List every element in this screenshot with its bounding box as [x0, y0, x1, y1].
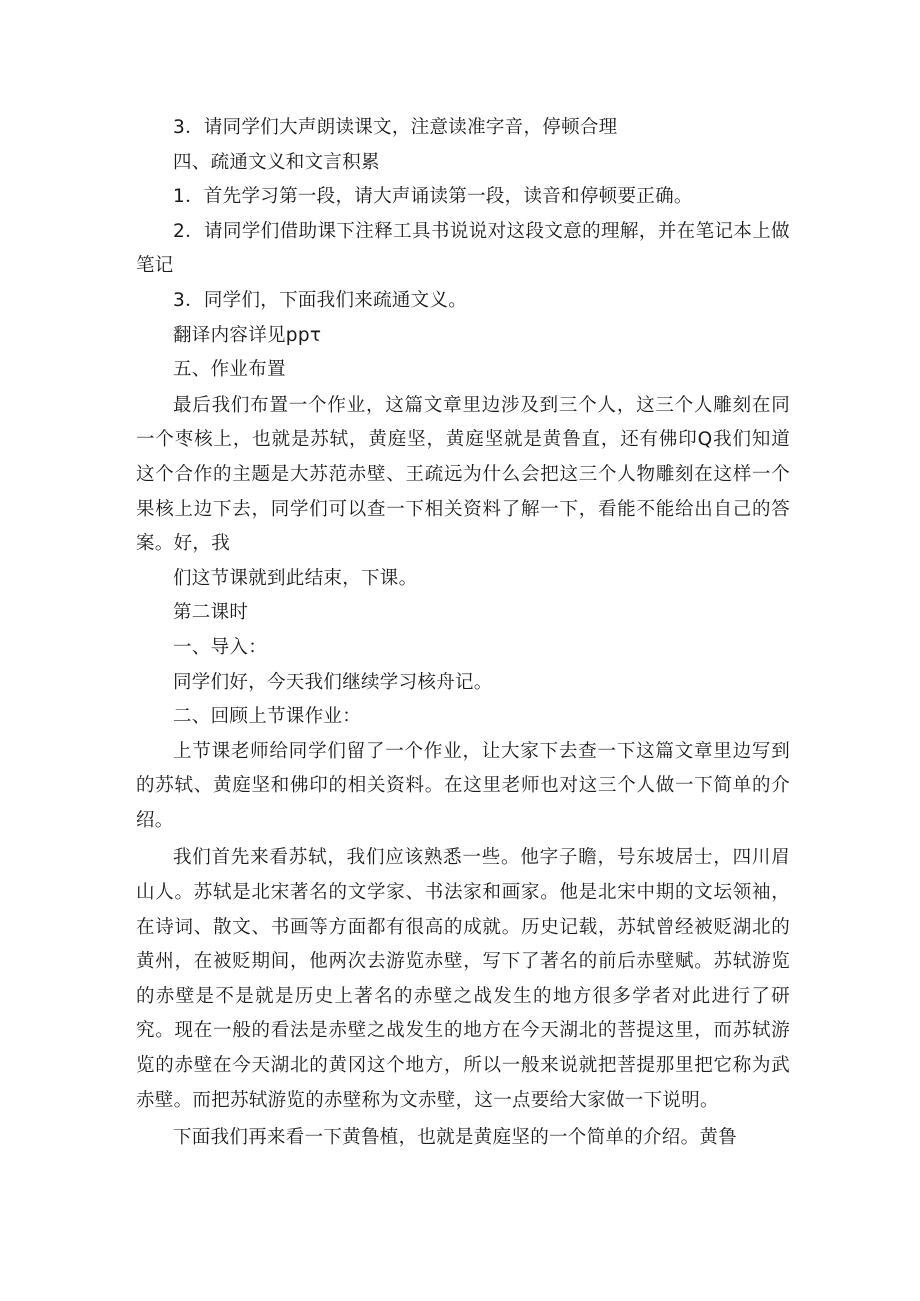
paragraph-translation-reference: 翻译内容详见ppτ — [173, 324, 322, 346]
section-heading-review: 二、回顾上节课作业： — [173, 706, 362, 728]
section-heading-homework: 五、作业布置 — [173, 359, 286, 381]
paragraph-translation-intro: 3．同学们，下面我们来疏通文义。 — [173, 289, 468, 311]
paragraph-su-shi-intro: 我们首先来看苏轼，我们应该熟悉一些。他字子瞻，号东坡居士，四川眉山人。苏轼是北宋著名的文学家、书法家和画家。他是北宋中期的文坛领袖，在诗词、散文、书画等方面都有很高的成就。历史记载，苏轼曾经被贬湖北的黄州，在被贬期间，他两次去游览赤壁，写下了著名的前后赤壁赋。苏轼游览的赤壁是不是就是历史上著名的赤壁之战发生的地方很多学者对此进行了研究。现在一般的看法是赤壁之战发生的地方在今天湖北的菩提这里，而苏轼游览的赤壁在今天湖北的黄冈这个地方，所以一般来说就把菩提那里把它称为武赤壁。而把苏轼游览的赤壁称为文赤壁，这一点要给大家做一下说明。 — [136, 847, 790, 1111]
paragraph-huang-tingjian-intro: 下面我们再来看一下黄鲁植，也就是黄庭坚的一个简单的介绍。黄鲁 — [173, 1127, 738, 1149]
paragraph-first-section: 1．首先学习第一段，请大声诵读第一段，读音和停顿要正确。 — [173, 186, 693, 208]
paragraph-reading-instruction: 3．请同学们大声朗读课文，注意读准字音，停顿合理 — [173, 117, 618, 138]
section-heading-second-lesson: 第二课时 — [173, 602, 249, 624]
paragraph-review-homework: 上节课老师给同学们留了一个作业，让大家下去查一下这篇文章里边写到的苏轼、黄庭坚和佛印的相关资料。在这里老师也对这三个人做一下简单的介绍。 — [136, 740, 790, 831]
section-heading-classical-text: 四、疏通文义和文言积累 — [173, 151, 380, 173]
paragraph-greeting: 同学们好，今天我们继续学习核舟记。 — [173, 671, 493, 693]
section-heading-introduction: 一、导入： — [173, 636, 268, 658]
paragraph-homework-assignment: 最后我们布置一个作业，这篇文章里边涉及到三个人，这三个人雕刻在同一个枣核上，也就是苏轼，黄庭坚，黄庭坚就是黄鲁直，还有佛印Q我们知道这个合作的主题是大苏范赤壁、王疏远为什么会把这三个人物雕刻在这样一个果核上边下去，同学们可以查一下相关资料了解一下，看能不能给出自己的答案。好，我 — [136, 394, 790, 555]
paragraph-class-end: 们这节课就到此结束，下课。 — [173, 567, 418, 589]
paragraph-notes-instruction: 2．请同学们借助课下注释工具书说说对这段文意的理解，并在笔记本上做笔记 — [136, 220, 790, 277]
